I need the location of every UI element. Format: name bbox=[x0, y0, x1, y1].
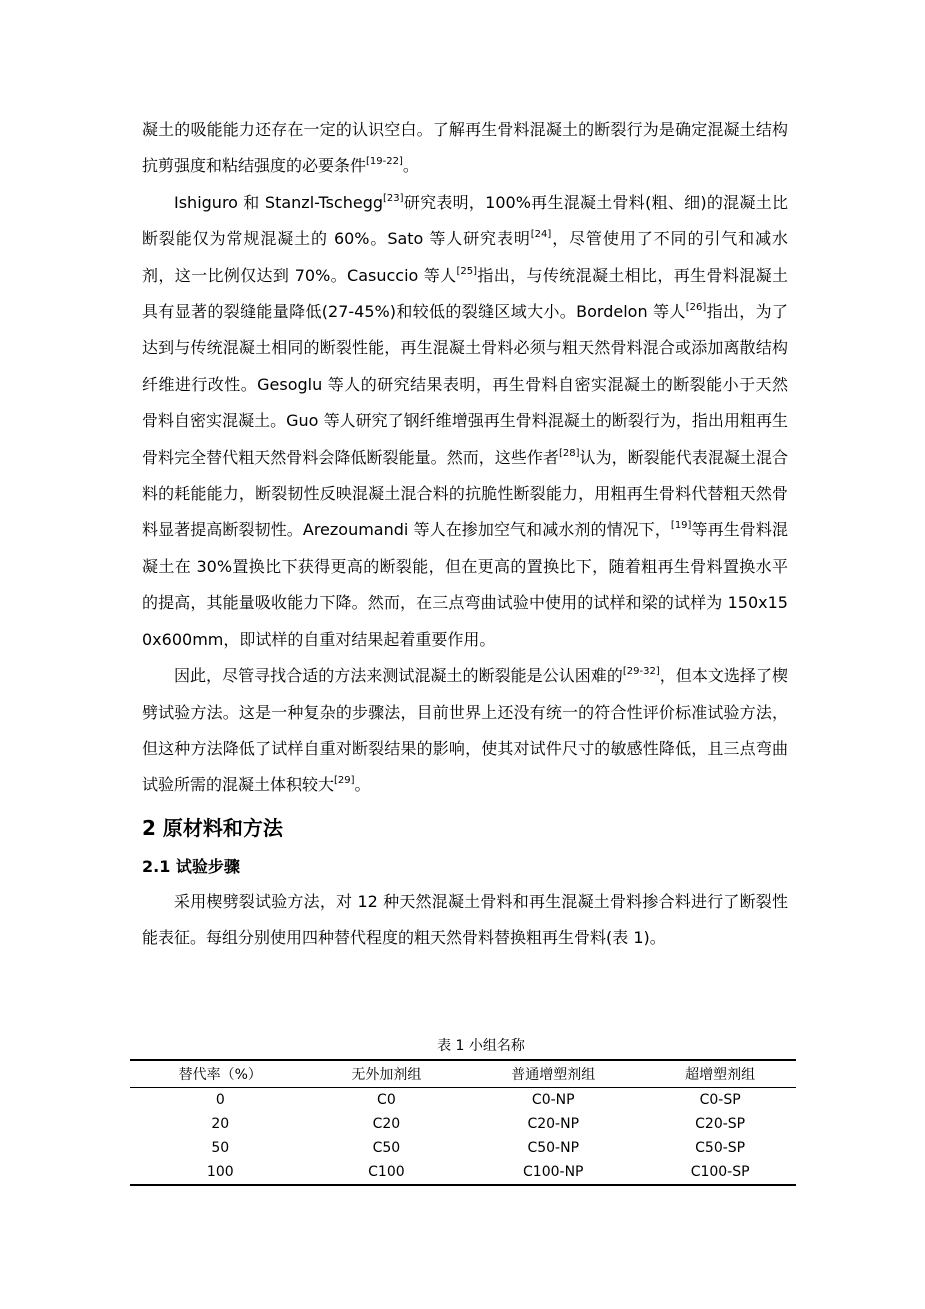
table-cell: C50-SP bbox=[695, 1140, 746, 1156]
table-row bbox=[130, 1136, 796, 1160]
text: 。 bbox=[402, 156, 419, 176]
text: 因此，尽管寻找合适的方法来测试混凝土的断裂能是公认困难的 bbox=[174, 666, 623, 686]
citation: [19] bbox=[670, 520, 692, 532]
table-cell: C100-SP bbox=[644, 1160, 796, 1185]
citation: [28] bbox=[558, 447, 580, 459]
paragraph-literature-review bbox=[142, 185, 788, 658]
citation: [26] bbox=[685, 302, 707, 314]
text: 认为，断裂能代表混凝土混合料的耗能能力，断裂韧性反映混凝土混合料的抗脆性断裂能力，用粗再生骨料代替粗天然骨料显著提高断裂韧性。Arezoumandi 等人在掺加空气和减水剂的情况下， bbox=[142, 447, 788, 540]
table-cell: C20-NP bbox=[527, 1116, 580, 1132]
table-cell: C50-NP bbox=[527, 1140, 580, 1156]
table-cell: C0-NP bbox=[531, 1092, 575, 1108]
table-row bbox=[130, 1088, 796, 1113]
citation: [25] bbox=[456, 265, 478, 277]
citation: [23] bbox=[383, 192, 404, 204]
table-cell: 0 bbox=[215, 1092, 225, 1108]
table-cell: C0 bbox=[377, 1092, 396, 1108]
table-cell: C100-NP bbox=[462, 1160, 644, 1185]
table-cell: 20 bbox=[211, 1116, 230, 1132]
paragraph-intro-continuation bbox=[142, 112, 788, 185]
table-1 bbox=[130, 1036, 796, 1186]
citation: [29-32] bbox=[622, 666, 660, 678]
text: ，但本文选择了楔劈试验方法。这是一种复杂的步骤法，目前世界上还没有统一的符合性评价标准试验方法，但这种方法降低了试样自重对断裂结果的影响，使其对试件尺寸的敏感性降低，且三点弯曲试验所需的混凝土体积较大 bbox=[142, 666, 788, 795]
table-row bbox=[130, 1160, 796, 1185]
citation: [29] bbox=[334, 775, 355, 787]
table-cell: 100 bbox=[130, 1160, 311, 1185]
table-cell: 50 bbox=[211, 1140, 230, 1156]
table-row bbox=[130, 1112, 796, 1136]
text: 研究表明，100%再生混凝土骨料(粗、细)的混凝土比断裂能仅为常规混凝土的 60%。Sato 等人研究表明 bbox=[142, 192, 788, 249]
text: 指出，与传统混凝土相比，再生骨料混凝土具有显著的裂缝能量降低(27-45%)和较低的裂缝区域大小。Bordelon 等人 bbox=[142, 265, 788, 322]
table-cell: C0-SP bbox=[699, 1092, 741, 1108]
text: 。 bbox=[354, 775, 371, 795]
table-cell: C100 bbox=[311, 1160, 463, 1185]
paragraph-test-procedure: 采用楔劈裂试验方法，对 12 种天然混凝土骨料和再生混凝土骨料掺合料进行了断裂性能表征。每组分别使用四种替代程度的粗天然骨料替换粗再生骨料(表 1)。 bbox=[142, 891, 788, 948]
header-cell: 替代率（%） bbox=[130, 1060, 311, 1088]
table-cell: C20 bbox=[372, 1116, 401, 1132]
table-caption: 表 1 小组名称 bbox=[437, 1038, 525, 1054]
text: 凝土的吸能能力还存在一定的认识空白。了解再生骨料混凝土的断裂行为是确定混凝土结构抗剪强度和粘结强度的必要条件 bbox=[142, 120, 788, 176]
text: ，尽管使用了不同的引气和减水剂，这一比例仅达到 70%。Casuccio 等人 bbox=[142, 229, 788, 285]
table-cell: C20-SP bbox=[695, 1116, 746, 1132]
table-cell: C50 bbox=[372, 1140, 401, 1156]
text: 等再生骨料混凝土在 30%置换比下获得更高的断裂能，但在更高的置换比下，随着粗再生骨料置换水平的提高，其能量吸收能力下降。然而，在三点弯曲试验中使用的试样和梁的试样为 150x150x600mm，即试样的自重对结果起着重要作用。 bbox=[142, 520, 788, 649]
section-heading: 2 原材料和方法 bbox=[142, 815, 283, 840]
paper-body bbox=[142, 112, 788, 957]
group-name-table bbox=[130, 1059, 796, 1186]
header-cell: 普通增塑剂组 bbox=[462, 1060, 644, 1088]
text: 指出，为了达到与传统混凝土相同的断裂性能，再生混凝土骨料必须与粗天然骨料混合或添加离散结构纤维进行改性。Gesoglu 等人的研究结果表明，再生骨料自密实混凝土的断裂能小于天然骨料自密实混凝土。Guo 等人研究了钢纤维增强再生骨料混凝土的断裂行为，指出用粗再生骨料完全替代粗天然骨料会降低断裂能量。然而，这些作者 bbox=[142, 302, 788, 467]
citation: [19-22] bbox=[366, 156, 403, 168]
table-header-row bbox=[130, 1060, 796, 1088]
subsection-heading: 2.1 试验步骤 bbox=[142, 856, 240, 876]
paragraph-method-choice bbox=[142, 658, 788, 804]
header-cell: 超增塑剂组 bbox=[644, 1060, 796, 1088]
citation: [24] bbox=[530, 229, 552, 241]
text: Ishiguro 和 Stanzl-Tschegg bbox=[174, 192, 384, 212]
header-cell: 无外加剂组 bbox=[311, 1060, 463, 1088]
